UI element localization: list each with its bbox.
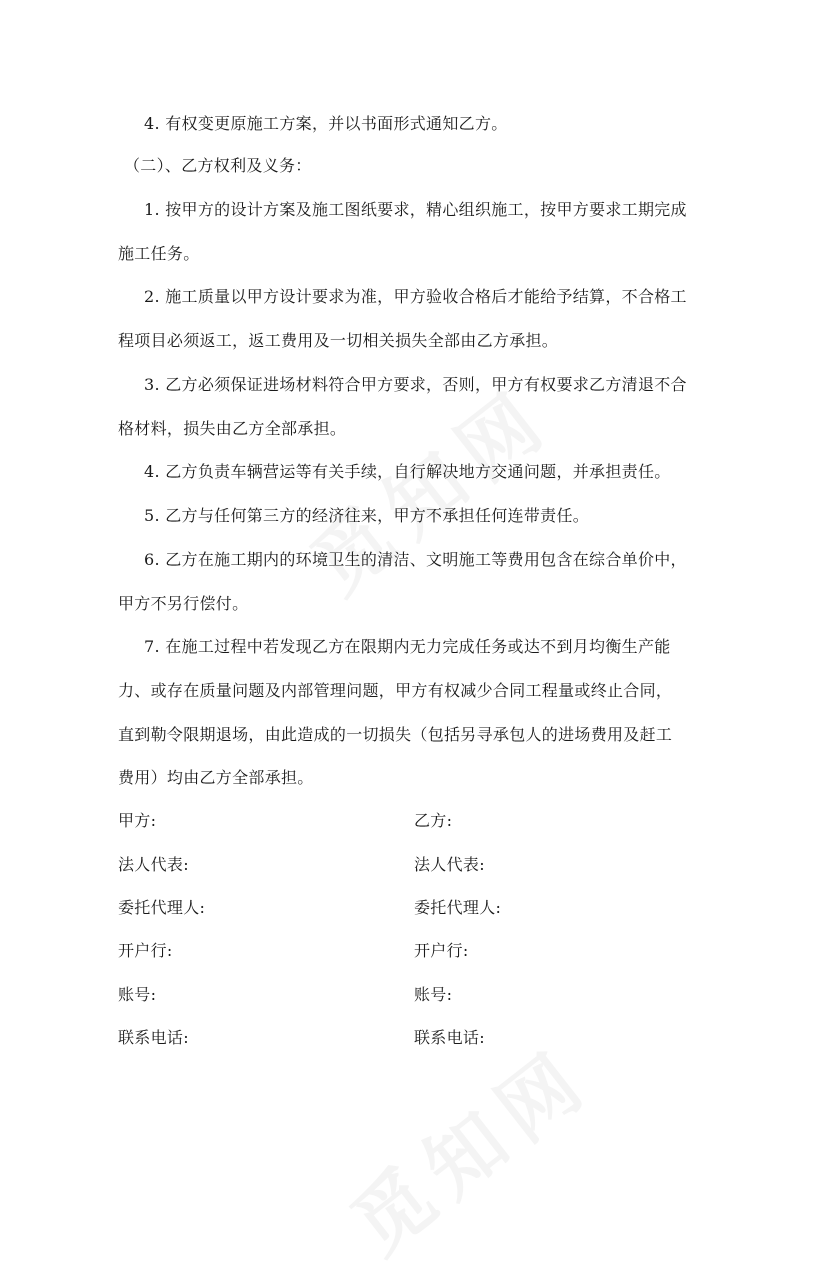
bank-b-label: 开户行: bbox=[414, 941, 469, 960]
party-b-label: 乙方: bbox=[414, 811, 453, 830]
agent-b-label: 委托代理人: bbox=[414, 898, 502, 917]
clause-b3-line1: 3. 乙方必须保证进场材料符合甲方要求，否则，甲方有权要求乙方清退不合 bbox=[144, 375, 687, 394]
clause-b6-line2: 甲方不另行偿付。 bbox=[118, 594, 249, 613]
clause-b7-line4: 费用）均由乙方全部承担。 bbox=[118, 768, 314, 787]
clause-b5: 5. 乙方与任何第三方的经济往来，甲方不承担任何连带责任。 bbox=[144, 506, 590, 525]
account-b-label: 账号: bbox=[414, 985, 453, 1004]
clause-b6-line1: 6. 乙方在施工期内的环境卫生的清洁、文明施工等费用包含在综合单价中， bbox=[144, 550, 687, 569]
section-title: （二）、乙方权利及义务： bbox=[124, 156, 312, 175]
clause-b7-line3: 直到勒令限期退场，由此造成的一切损失（包括另寻承包人的进场费用及赶工 bbox=[118, 725, 673, 744]
watermark-lower bbox=[325, 1017, 611, 1275]
clause-b2-line2: 程项目必须返工，返工费用及一切相关损失全部由乙方承担。 bbox=[118, 331, 559, 350]
phone-a-label: 联系电话: bbox=[118, 1028, 189, 1047]
phone-b-label: 联系电话: bbox=[414, 1028, 485, 1047]
party-a-label: 甲方: bbox=[118, 811, 157, 830]
agent-a-label: 委托代理人: bbox=[118, 898, 206, 917]
bank-a-label: 开户行: bbox=[118, 941, 173, 960]
clause-b4: 4. 乙方负责车辆营运等有关手续，自行解决地方交通问题，并承担责任。 bbox=[144, 462, 671, 481]
clause-b3-line2: 格材料，损失由乙方全部承担。 bbox=[118, 419, 347, 438]
legal-rep-b-label: 法人代表: bbox=[414, 855, 485, 874]
clause-b7-line1: 7. 在施工过程中若发现乙方在限期内无力完成任务或达不到月均衡生产能 bbox=[144, 637, 671, 656]
clause-a4: 4. 有权变更原施工方案，并以书面形式通知乙方。 bbox=[144, 114, 508, 133]
clause-b1-line1: 1. 按甲方的设计方案及施工图纸要求，精心组织施工，按甲方要求工期完成 bbox=[144, 200, 687, 219]
legal-rep-a-label: 法人代表: bbox=[118, 855, 189, 874]
clause-b2-line1: 2. 施工质量以甲方设计要求为准，甲方验收合格后才能给予结算，不合格工 bbox=[144, 287, 687, 306]
account-a-label: 账号: bbox=[118, 985, 157, 1004]
clause-b7-line2: 力、或存在质量问题及内部管理问题，甲方有权减少合同工程量或终止合同， bbox=[118, 681, 673, 700]
clause-b1-line2: 施工任务。 bbox=[118, 244, 200, 263]
